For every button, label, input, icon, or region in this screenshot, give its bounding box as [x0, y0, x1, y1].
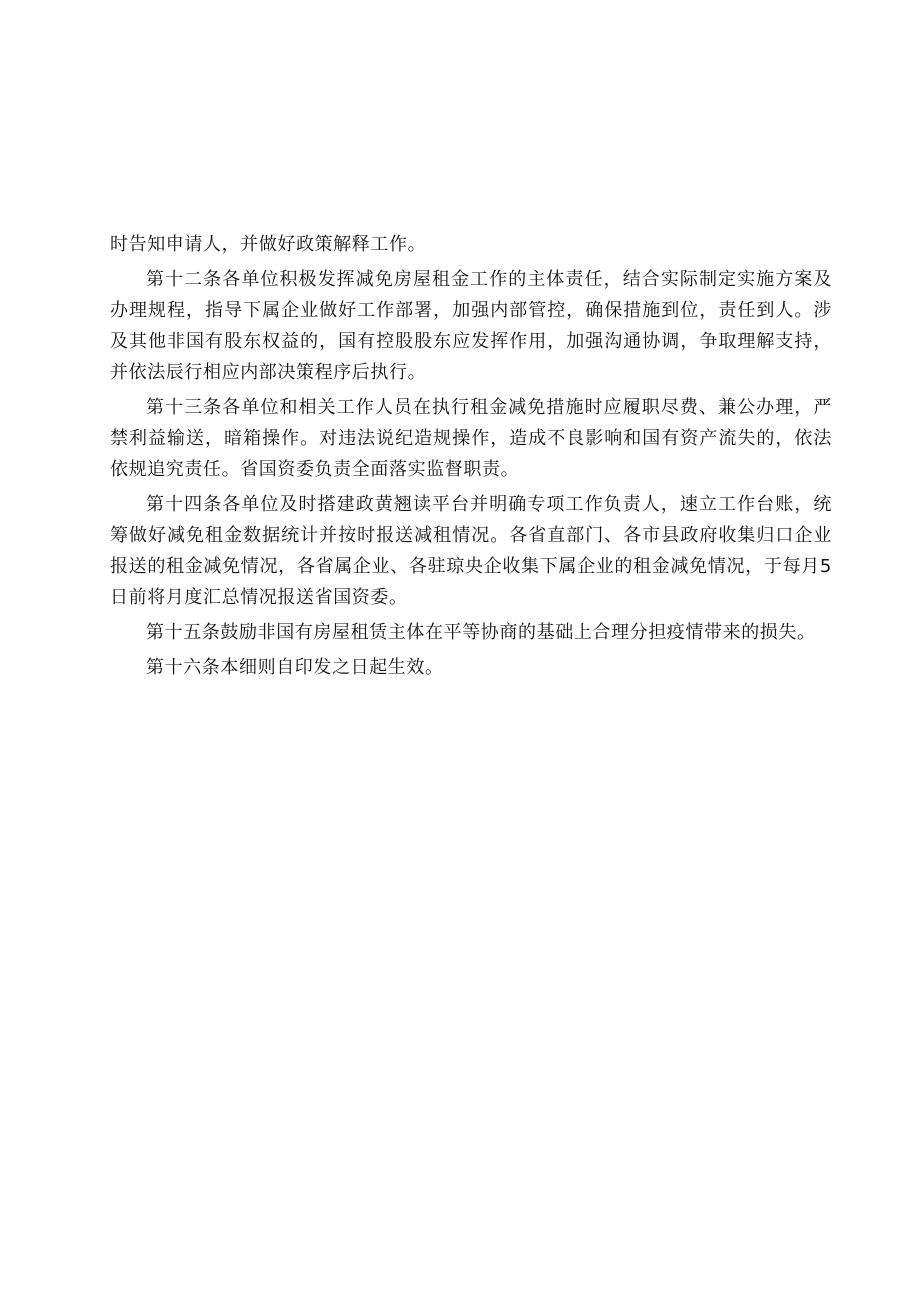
paragraph-article-16: 第十六条本细则自印发之日起生效。 — [146, 657, 444, 678]
paragraph-article-13: 第十三条各单位和相关工作人员在执行租金减免措施时应履职尽费、兼公办理，严禁利益输送，暗箱操作。对违法说纪造规操作，造成不良影响和国有资产流失的，依法依规追究责任。省国资委负责全面落实监督职责。 — [110, 397, 832, 480]
document-body — [110, 229, 832, 687]
paragraph-continuation: 时告知申请人，并做好政策解释工作。 — [110, 234, 427, 255]
paragraph-article-15: 第十五条鼓励非国有房屋租赁主体在平等协商的基础上合理分担疫情带来的损失。 — [146, 622, 816, 643]
paragraph-article-14: 第十四条各单位及时搭建政黄翘读平台并明确专项工作负责人，速立工作台账，统筹做好减免租金数据统计并按时报送减租情况。各省直部门、各市县政府收集归口企业报送的租金减免情况，各省属企业、各驻琼央企收集下属企业的租金减免情况，于每月5日前将月度汇总情况报送省国资委。 — [110, 494, 832, 608]
paragraph-article-12: 第十二条各单位积极发挥减免房屋租金工作的主体责任，结合实际制定实施方案及办理规程，指导下属企业做好工作部署，加强内部管控，确保措施到位，责任到人。涉及其他非国有股东权益的，国有控股股东应发挥作用，加强沟通协调，争取理解支持，并依法辰行相应内部决策程序后执行。 — [110, 269, 832, 383]
